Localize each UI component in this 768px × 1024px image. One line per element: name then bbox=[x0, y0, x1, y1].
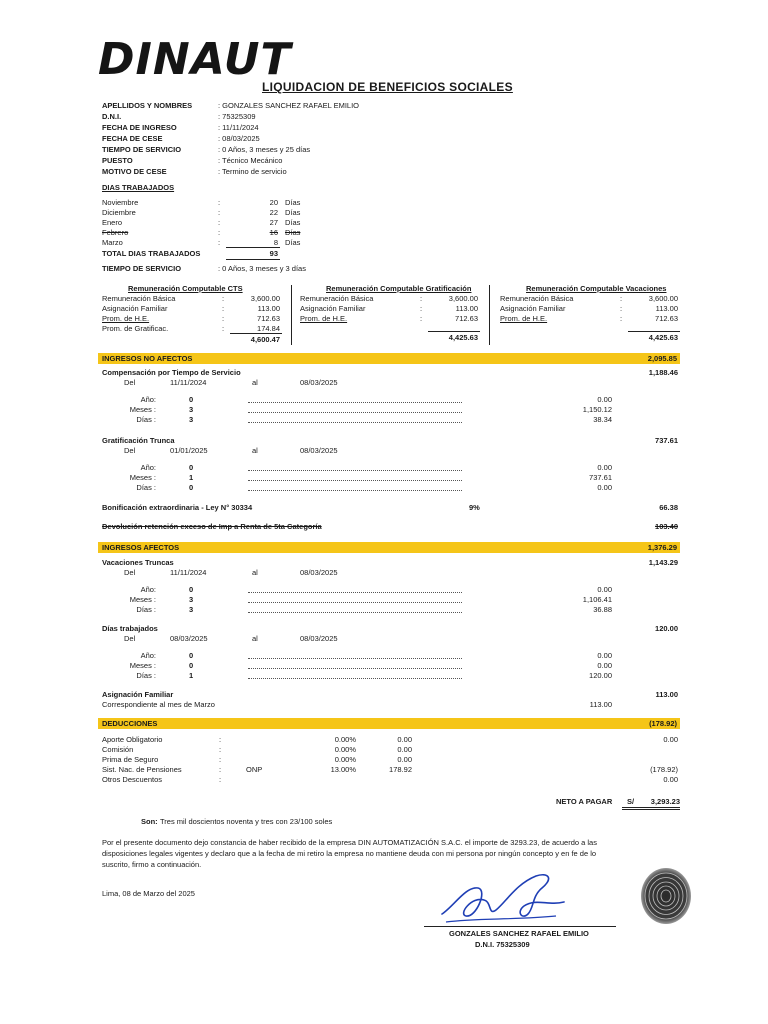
bonificacion-amount: 66.38 bbox=[659, 503, 678, 512]
bonificacion-label: Bonificación extraordinaria - Ley N° 30334 bbox=[102, 503, 253, 512]
employee-field-value: : Termino de servicio bbox=[218, 167, 287, 176]
fingerprint-icon bbox=[638, 866, 694, 926]
remuneracion-total: 4,425.63 bbox=[648, 333, 678, 342]
period-row-qty: 3 bbox=[189, 595, 194, 604]
dias-count: 16 bbox=[269, 228, 278, 237]
lugar-fecha: Lima, 08 de Marzo del 2025 bbox=[102, 889, 195, 898]
remuneracion-value: 712.63 bbox=[655, 314, 678, 323]
tiempo-servicio-label: TIEMPO DE SERVICIO bbox=[102, 264, 182, 273]
deducciones-total: (178.92) bbox=[649, 719, 677, 728]
employee-field-value: : GONZALES SANCHEZ RAFAEL EMILIO bbox=[218, 101, 360, 110]
dias-count: 27 bbox=[269, 218, 278, 227]
remuneracion-colon: : bbox=[222, 294, 225, 303]
dias-unit: Días bbox=[285, 228, 301, 237]
deduccion-label: Otros Descuentos bbox=[102, 775, 163, 784]
period-al-label: al bbox=[252, 378, 258, 387]
period-row-label: Año: bbox=[140, 585, 156, 594]
period-del-label: Del bbox=[124, 446, 136, 455]
remuneracion-title: Remuneración Computable Gratificación bbox=[326, 284, 472, 293]
deduccion-pct: 0.00% bbox=[334, 755, 356, 764]
employee-field-value: : 75325309 bbox=[218, 112, 256, 121]
period-row-value: 1,106.41 bbox=[582, 595, 612, 604]
period-title: Días trabajados bbox=[102, 624, 158, 633]
period-row-label: Meses : bbox=[129, 661, 156, 670]
period-row-label: Año: bbox=[140, 651, 156, 660]
deduccion-colon: : bbox=[219, 775, 222, 784]
deduccion-pct: 0.00% bbox=[334, 735, 356, 744]
paragraph-line: disposiciones legales vigentes y declaro que a la fecha de mi retiro la empresa no mantiene deuda con mi persona por ningún concepto y en fe de lo bbox=[102, 849, 597, 858]
employee-field-label: FECHA DE CESE bbox=[102, 134, 163, 143]
period-from-date: 01/01/2025 bbox=[170, 446, 208, 455]
dias-unit: Días bbox=[285, 198, 301, 207]
total-dias-label: TOTAL DIAS TRABAJADOS bbox=[102, 249, 201, 258]
remuneracion-value: 3,600.00 bbox=[448, 294, 478, 303]
period-al-label: al bbox=[252, 634, 258, 643]
devolucion-amount: 103.40 bbox=[655, 522, 678, 531]
asignacion-value: 113.00 bbox=[589, 700, 612, 709]
remuneracion-label: Remuneración Básica bbox=[300, 294, 374, 303]
remuneracion-value: 113.00 bbox=[455, 304, 478, 313]
employee-field-value: : Técnico Mecánico bbox=[218, 156, 283, 165]
deduccion-amount: 0.00 bbox=[397, 745, 412, 754]
period-row-value: 0.00 bbox=[597, 651, 612, 660]
period-from-date: 08/03/2025 bbox=[170, 634, 208, 643]
dias-count: 20 bbox=[269, 198, 278, 207]
ingresos-afectos-bar bbox=[98, 542, 680, 553]
paragraph-line: suscrito, firmo a continuación. bbox=[102, 860, 202, 869]
period-row-qty: 3 bbox=[189, 415, 194, 424]
dias-month: Noviembre bbox=[102, 198, 139, 207]
document-title: LIQUIDACION DE BENEFICIOS SOCIALES bbox=[262, 80, 513, 94]
employee-field-value: : 11/11/2024 bbox=[218, 123, 259, 132]
remuneracion-colon: : bbox=[420, 304, 423, 313]
dias-month: Enero bbox=[102, 218, 123, 227]
period-amount: 737.61 bbox=[655, 436, 678, 445]
period-del-label: Del bbox=[124, 568, 136, 577]
deduccion-label: Aporte Obligatorio bbox=[102, 735, 163, 744]
remuneracion-label: Prom. de H.E. bbox=[300, 314, 348, 323]
remuneracion-label: Prom. de H.E. bbox=[102, 314, 150, 323]
remuneracion-label: Asignación Familiar bbox=[102, 304, 168, 313]
period-row-qty: 3 bbox=[189, 605, 194, 614]
period-title: Compensación por Tiempo de Servicio bbox=[102, 368, 241, 377]
period-del-label: Del bbox=[124, 378, 136, 387]
period-row-qty: 0 bbox=[189, 483, 194, 492]
neto-label: NETO A PAGAR bbox=[556, 797, 613, 806]
period-to-date: 08/03/2025 bbox=[300, 634, 338, 643]
employee-field-label: FECHA DE INGRESO bbox=[102, 123, 177, 132]
period-row-label: Días : bbox=[136, 671, 156, 680]
period-title: Vacaciones Truncas bbox=[102, 558, 174, 567]
tiempo-servicio-value: : 0 Años, 3 meses y 3 días bbox=[218, 264, 306, 273]
deduccion-right-value: 0.00 bbox=[663, 775, 678, 784]
remuneracion-label: Remuneración Básica bbox=[102, 294, 176, 303]
remuneracion-value: 113.00 bbox=[257, 304, 280, 313]
deduccion-label: Comisión bbox=[102, 745, 134, 754]
deduccion-label: Sist. Nac. de Pensiones bbox=[102, 765, 182, 774]
ingresos-no-afectos-bar bbox=[98, 353, 680, 364]
period-to-date: 08/03/2025 bbox=[300, 568, 338, 577]
remuneracion-total: 4,425.63 bbox=[448, 333, 478, 342]
dias-colon: : bbox=[218, 218, 221, 227]
period-row-label: Días : bbox=[136, 605, 156, 614]
period-amount: 120.00 bbox=[655, 624, 678, 633]
period-row-label: Año: bbox=[140, 395, 156, 404]
remuneracion-label: Remuneración Básica bbox=[500, 294, 574, 303]
devolucion-label: Devolución retención exceso de Imp a Renta de 5ta Categoría bbox=[102, 522, 322, 531]
deduccion-colon: : bbox=[219, 735, 222, 744]
dias-month: Febrero bbox=[102, 228, 129, 237]
dias-count: 8 bbox=[273, 238, 278, 247]
period-row-label: Días : bbox=[136, 415, 156, 424]
company-logo: DINAUT bbox=[98, 34, 292, 85]
period-del-label: Del bbox=[124, 634, 136, 643]
period-row-value: 0.00 bbox=[597, 395, 612, 404]
period-row-value: 0.00 bbox=[597, 463, 612, 472]
dias-colon: : bbox=[218, 208, 221, 217]
total-dias-value: 93 bbox=[269, 249, 278, 258]
signature-dni: D.N.I. 75325309 bbox=[475, 940, 530, 949]
remuneracion-value: 113.00 bbox=[655, 304, 678, 313]
dias-colon: : bbox=[218, 238, 221, 247]
asignacion-title: Asignación Familiar bbox=[102, 690, 174, 699]
period-row-qty: 0 bbox=[189, 585, 194, 594]
bonificacion-pct: 9% bbox=[469, 503, 480, 512]
period-row-value: 1,150.12 bbox=[582, 405, 612, 414]
deduccion-amount: 0.00 bbox=[397, 735, 412, 744]
employee-field-label: TIEMPO DE SERVICIO bbox=[102, 145, 182, 154]
remuneracion-total: 4,600.47 bbox=[250, 335, 280, 344]
dias-trabajados-title: DIAS TRABAJADOS bbox=[102, 183, 175, 192]
period-row-value: 36.88 bbox=[593, 605, 612, 614]
remuneracion-colon: : bbox=[420, 314, 423, 323]
paragraph-line: Por el presente documento dejo constancia de haber recibido de la empresa DIN AUTOMATIZACIÓN S.A.C. el importe de 3293.23, de acuerdo a las bbox=[102, 838, 597, 847]
ingresos-afectos-label: INGRESOS AFECTOS bbox=[102, 543, 180, 552]
remuneracion-value: 712.63 bbox=[455, 314, 478, 323]
signature-name: GONZALES SANCHEZ RAFAEL EMILIO bbox=[449, 929, 589, 938]
remuneracion-colon: : bbox=[620, 304, 623, 313]
remuneracion-colon: : bbox=[222, 324, 225, 333]
deduccion-colon: : bbox=[219, 765, 222, 774]
remuneracion-title: Remuneración Computable Vacaciones bbox=[526, 284, 667, 293]
period-row-qty: 1 bbox=[189, 473, 194, 482]
deducciones-label: DEDUCCIONES bbox=[102, 719, 158, 728]
period-row-label: Meses : bbox=[129, 473, 156, 482]
employee-field-label: D.N.I. bbox=[102, 112, 122, 121]
period-row-qty: 0 bbox=[189, 463, 194, 472]
employee-field-label: MOTIVO DE CESE bbox=[102, 167, 167, 176]
period-row-qty: 0 bbox=[189, 661, 194, 670]
son-text: Tres mil doscientos noventa y tres con 23/100 soles bbox=[160, 817, 333, 826]
deduccion-amount: 178.92 bbox=[389, 765, 412, 774]
remuneracion-label: Asignación Familiar bbox=[300, 304, 366, 313]
deduccion-colon: : bbox=[219, 755, 222, 764]
deduccion-pct: 0.00% bbox=[334, 745, 356, 754]
period-row-qty: 0 bbox=[189, 395, 194, 404]
neto-currency: S/ bbox=[627, 797, 635, 806]
period-row-value: 0.00 bbox=[597, 483, 612, 492]
employee-field-value: : 0 Años, 3 meses y 25 días bbox=[218, 145, 311, 154]
period-row-label: Meses : bbox=[129, 405, 156, 414]
period-row-value: 120.00 bbox=[589, 671, 612, 680]
period-amount: 1,143.29 bbox=[648, 558, 678, 567]
period-row-value: 0.00 bbox=[597, 585, 612, 594]
employee-field-value: : 08/03/2025 bbox=[218, 134, 260, 143]
dias-unit: Días bbox=[285, 208, 301, 217]
remuneracion-label: Prom. de H.E. bbox=[500, 314, 548, 323]
deduccion-right-value: 0.00 bbox=[663, 735, 678, 744]
dias-month: Marzo bbox=[102, 238, 123, 247]
period-row-qty: 3 bbox=[189, 405, 194, 414]
asignacion-amount: 113.00 bbox=[655, 690, 678, 699]
dias-month: Diciembre bbox=[102, 208, 136, 217]
remuneracion-colon: : bbox=[420, 294, 423, 303]
ingresos-no-afectos-label: INGRESOS NO AFECTOS bbox=[102, 354, 193, 363]
period-from-date: 11/11/2024 bbox=[170, 378, 207, 387]
dias-unit: Días bbox=[285, 218, 301, 227]
asignacion-desc: Correspondiente al mes de Marzo bbox=[102, 700, 215, 709]
remuneracion-title: Remuneración Computable CTS bbox=[128, 284, 243, 293]
dias-colon: : bbox=[218, 198, 221, 207]
period-al-label: al bbox=[252, 568, 258, 577]
period-amount: 1,188.46 bbox=[648, 368, 678, 377]
period-row-label: Días : bbox=[136, 483, 156, 492]
period-row-label: Año: bbox=[140, 463, 156, 472]
remuneracion-colon: : bbox=[620, 294, 623, 303]
remuneracion-colon: : bbox=[222, 304, 225, 313]
dias-colon: : bbox=[218, 228, 221, 237]
remuneracion-label: Prom. de Gratificac. bbox=[102, 324, 169, 333]
ingresos-no-afectos-total: 2,095.85 bbox=[647, 354, 677, 363]
remuneracion-value: 174.84 bbox=[257, 324, 280, 333]
period-to-date: 08/03/2025 bbox=[300, 378, 338, 387]
deduccion-pct: 13.00% bbox=[330, 765, 356, 774]
period-row-value: 38.34 bbox=[593, 415, 612, 424]
period-row-value: 0.00 bbox=[597, 661, 612, 670]
remuneracion-colon: : bbox=[222, 314, 225, 323]
period-from-date: 11/11/2024 bbox=[170, 568, 207, 577]
deduccion-entity: ONP bbox=[246, 765, 263, 774]
period-title: Gratificación Trunca bbox=[102, 436, 175, 445]
period-al-label: al bbox=[252, 446, 258, 455]
dias-unit: Días bbox=[285, 238, 301, 247]
deduccion-right-value: (178.92) bbox=[650, 765, 678, 774]
period-row-qty: 0 bbox=[189, 651, 194, 660]
period-to-date: 08/03/2025 bbox=[300, 446, 338, 455]
neto-amount: 3,293.23 bbox=[650, 797, 680, 806]
remuneracion-value: 3,600.00 bbox=[648, 294, 678, 303]
period-row-value: 737.61 bbox=[589, 473, 612, 482]
dias-count: 22 bbox=[269, 208, 278, 217]
remuneracion-label: Asignación Familiar bbox=[500, 304, 566, 313]
son-label: Son: bbox=[141, 817, 158, 826]
deduccion-colon: : bbox=[219, 745, 222, 754]
period-row-qty: 1 bbox=[189, 671, 194, 680]
remuneracion-value: 3,600.00 bbox=[250, 294, 280, 303]
remuneracion-colon: : bbox=[620, 314, 623, 323]
deduccion-label: Prima de Seguro bbox=[102, 755, 159, 764]
employee-field-label: APELLIDOS Y NOMBRES bbox=[102, 101, 193, 110]
employee-field-label: PUESTO bbox=[102, 156, 133, 165]
deduccion-amount: 0.00 bbox=[397, 755, 412, 764]
ingresos-afectos-total: 1,376.29 bbox=[647, 543, 677, 552]
remuneracion-value: 712.63 bbox=[257, 314, 280, 323]
period-row-label: Meses : bbox=[129, 595, 156, 604]
deducciones-bar bbox=[98, 718, 680, 729]
